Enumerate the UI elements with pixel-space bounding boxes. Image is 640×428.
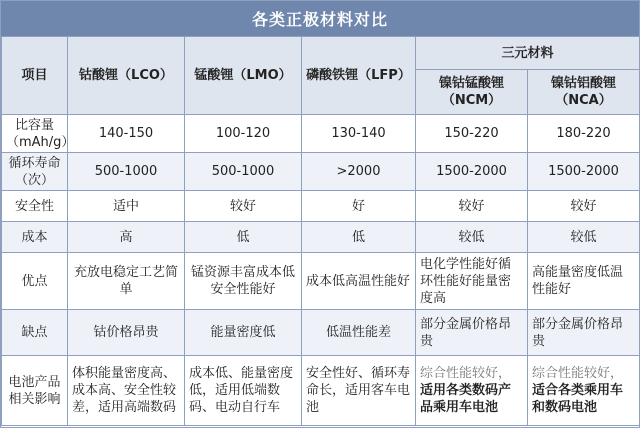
cell-ncm: 150-220 [416, 115, 528, 153]
cell-nca: 180-220 [528, 115, 640, 153]
table-row [2, 222, 640, 253]
cell-nca: 较好 [528, 191, 640, 222]
ncm-impact-detail: 适用各类数码产品乘用车电池 [420, 383, 512, 415]
header-lfp: 磷酸铁锂（LFP） [302, 37, 416, 115]
cell-lfp: 安全性好、循环寿命长，适用客车电池 [302, 356, 416, 426]
cell-ncm: 较低 [416, 222, 528, 253]
cell-ncm: 较好 [416, 191, 528, 222]
cell-lfp: 低 [302, 222, 416, 253]
ncm-impact-intro: 综合性能较好， [420, 366, 512, 381]
cell-lmo: 低 [185, 222, 302, 253]
cell-lmo: 锰资源丰富成本低安全性能好 [185, 253, 302, 310]
row-label: 成本 [2, 222, 68, 253]
cell-lco: 适中 [68, 191, 185, 222]
header-ncm: 镍钴锰酸锂（NCM） [416, 70, 528, 115]
cell-lco: 钴价格昂贵 [68, 310, 185, 356]
row-label: 电池产品相关影响 [2, 356, 68, 426]
cell-lfp: 好 [302, 191, 416, 222]
comparison-table [1, 36, 640, 426]
header-nca: 镍钴铝酸锂（NCA） [528, 70, 640, 115]
row-label: 比容量（mAh/g） [2, 115, 68, 153]
cell-lco: 充放电稳定工艺简单 [68, 253, 185, 310]
cell-nca: 高能量密度低温性能好 [528, 253, 640, 310]
cell-nca: 较低 [528, 222, 640, 253]
row-label: 缺点 [2, 310, 68, 356]
cell-nca: 部分金属价格昂贵 [528, 310, 640, 356]
cell-lmo: 能量密度低 [185, 310, 302, 356]
header-item: 项目 [2, 37, 68, 115]
cell-ncm: 电化学性能好循环性能好能量密度高 [416, 253, 528, 310]
cell-lco: 高 [68, 222, 185, 253]
header-lmo: 锰酸锂（LMO） [185, 37, 302, 115]
table-row [2, 356, 640, 426]
cell-lco: 140-150 [68, 115, 185, 153]
cell-lfp: >2000 [302, 153, 416, 191]
cell-ncm: 1500-2000 [416, 153, 528, 191]
table-row [2, 153, 640, 191]
row-label: 安全性 [2, 191, 68, 222]
cell-lmo: 较好 [185, 191, 302, 222]
table-row [2, 115, 640, 153]
header-row-1 [2, 37, 640, 70]
header-lco: 钴酸锂（LCO） [68, 37, 185, 115]
table-title: 各类正极材料对比 [1, 1, 639, 36]
nca-impact-intro: 综合性能较好， [532, 366, 624, 381]
cell-ncm [416, 356, 528, 426]
row-label: 优点 [2, 253, 68, 310]
cell-nca: 1500-2000 [528, 153, 640, 191]
cell-lco: 500-1000 [68, 153, 185, 191]
table-row [2, 191, 640, 222]
table-row [2, 253, 640, 310]
cell-lmo: 500-1000 [185, 153, 302, 191]
header-ternary: 三元材料 [416, 37, 640, 70]
cell-lfp: 成本低高温性能好 [302, 253, 416, 310]
cell-lmo: 100-120 [185, 115, 302, 153]
cell-lco: 体积能量密度高、成本高、安全性较差，适用高端数码 [68, 356, 185, 426]
cell-ncm: 部分金属价格昂贵 [416, 310, 528, 356]
row-label: 循环寿命（次） [2, 153, 68, 191]
table-row [2, 310, 640, 356]
nca-impact-detail: 适合各类乘用车和数码电池 [532, 383, 624, 415]
cell-lmo: 成本低、能量密度低，适用低端数码、电动自行车 [185, 356, 302, 426]
cell-lfp: 低温性能差 [302, 310, 416, 356]
cell-lfp: 130-140 [302, 115, 416, 153]
cell-nca [528, 356, 640, 426]
